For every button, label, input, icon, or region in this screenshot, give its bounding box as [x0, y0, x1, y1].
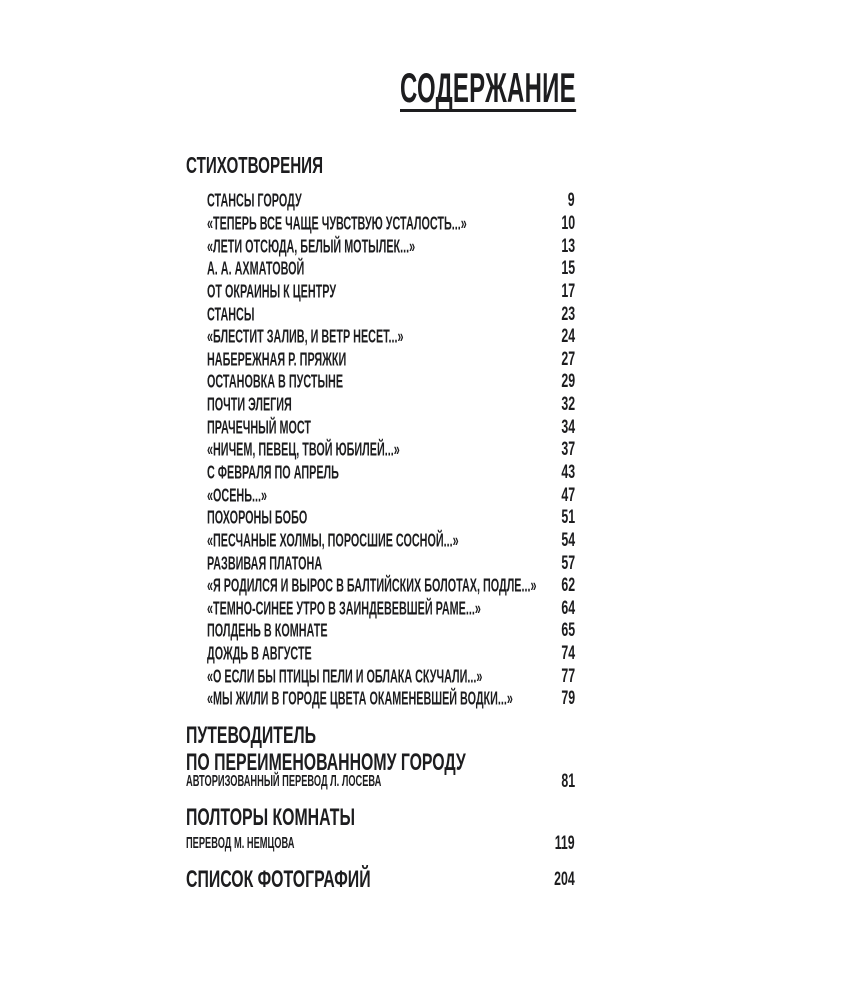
toc-entry-title: «ТЕПЕРЬ ВСЕ ЧАЩЕ ЧУВСТВУЮ УСТАЛОСТЬ...»	[207, 213, 467, 234]
toc-entry-row	[186, 303, 575, 326]
toc-entry-page-number: 47	[561, 484, 575, 506]
toc-entry-page-number: 37	[561, 439, 575, 461]
guide-header-line1: ПУТЕВОДИТЕЛЬ	[186, 722, 317, 749]
toc-entry-title: НАБЕРЕЖНАЯ Р. ПРЯЖКИ	[207, 349, 347, 370]
toc-entry-page-number: 54	[561, 529, 575, 551]
toc-entry-title: «ЛЕТИ ОТСЮДА, БЕЛЫЙ МОТЫЛЕК...»	[207, 236, 416, 257]
page-title	[400, 64, 709, 112]
rooms-translator-label: ПЕРЕВОД М. НЕМЦОВА	[186, 835, 295, 852]
toc-entry-title: ДОЖДЬ В АВГУСТЕ	[207, 643, 312, 664]
toc-entry-page-number: 15	[561, 258, 575, 280]
toc-entry-title: ОСТАНОВКА В ПУСТЫНЕ	[207, 371, 344, 392]
toc-entry-page-number: 34	[561, 416, 575, 438]
guide-translator-label: АВТОРИЗОВАННЫЙ ПЕРЕВОД Л. ЛОСЕВА	[186, 773, 382, 790]
toc-entry-row	[186, 643, 575, 666]
toc-entry-page-number: 79	[561, 688, 575, 710]
toc-entry-page-number: 74	[561, 643, 575, 665]
toc-entry-title: СТАНСЫ ГОРОДУ	[207, 190, 302, 211]
toc-entry-page-number: 24	[561, 326, 575, 348]
toc-entry-page-number: 13	[561, 235, 575, 257]
toc-entry-title: ПОХОРОНЫ БОБО	[207, 507, 308, 528]
toc-entry-title: ПОЧТИ ЭЛЕГИЯ	[207, 394, 292, 415]
toc-entry-title: С ФЕВРАЛЯ ПО АПРЕЛЬ	[207, 462, 339, 483]
toc-entry-page-number: 65	[561, 620, 575, 642]
toc-entry-title: «БЛЕСТИТ ЗАЛИВ, И ВЕТР НЕСЕТ...»	[207, 326, 404, 347]
toc-entry-page-number: 23	[561, 303, 575, 325]
toc-entry-row	[186, 416, 575, 439]
toc-entry-row	[186, 213, 575, 236]
toc-entry-row	[186, 371, 575, 394]
section-header-poems: СТИХОТВОРЕНИЯ	[186, 152, 324, 178]
toc-entry-page-number: 27	[561, 348, 575, 370]
toc-entry-row	[186, 348, 575, 371]
rooms-header-text: ПОЛТОРЫ КОМНАТЫ	[186, 804, 355, 831]
toc-entry-page-number: 64	[561, 597, 575, 619]
guide-translator-row	[186, 771, 575, 793]
toc-entry-row	[186, 258, 575, 281]
toc-entry-title: «ТЕМНО-СИНЕЕ УТРО В ЗАИНДЕВЕВШЕЙ РАМЕ...»	[207, 598, 481, 619]
toc-entry-row	[186, 665, 575, 688]
toc-entry-title: «Я РОДИЛСЯ И ВЫРОС В БАЛТИЙСКИХ БОЛОТАХ, ПОДЛЕ...»	[207, 575, 537, 596]
toc-entry-title: СТАНСЫ	[207, 304, 255, 325]
guide-header-line2: ПО ПЕРЕИМЕНОВАННОМУ ГОРОДУ	[186, 749, 466, 776]
section-header-guide	[186, 722, 610, 776]
rooms-translator-row	[186, 833, 575, 855]
toc-entry-title: «МЫ ЖИЛИ В ГОРОДЕ ЦВЕТА ОКАМЕНЕВШЕЙ ВОДКИ...»	[207, 688, 513, 709]
toc-entry-row	[186, 235, 575, 258]
toc-entry-page-number: 43	[561, 462, 575, 483]
toc-entry-page-number: 10	[561, 212, 575, 234]
toc-entry-row	[186, 190, 575, 213]
toc-entry-title: «ОСЕНЬ...»	[207, 485, 267, 506]
toc-entry-page-number: 77	[561, 665, 575, 687]
toc-entry-title: РАЗВИВАЯ ПЛАТОНА	[207, 553, 323, 574]
toc-entry-row	[186, 484, 575, 507]
toc-entry-title: «О ЕСЛИ БЫ ПТИЦЫ ПЕЛИ И ОБЛАКА СКУЧАЛИ...»	[207, 666, 483, 687]
toc-entry-row	[186, 552, 575, 575]
photos-page-number: 204	[554, 869, 575, 890]
toc-entry-row	[186, 507, 575, 530]
toc-entry-title: ПОЛДЕНЬ В КОМНАТЕ	[207, 620, 328, 641]
toc-entry-page-number: 32	[561, 394, 575, 416]
photos-list-row	[186, 866, 575, 894]
photos-list-label: СПИСОК ФОТОГРАФИЙ	[186, 866, 371, 893]
toc-entry-row	[186, 688, 575, 711]
toc-entry-page-number: 9	[568, 190, 575, 212]
toc-entry-row	[186, 462, 575, 485]
poems-entry-list	[186, 190, 575, 711]
toc-entry-row	[186, 326, 575, 349]
guide-page-number: 81	[561, 771, 575, 792]
toc-entry-row	[186, 598, 575, 621]
toc-entry-row	[186, 530, 575, 553]
rooms-page-number: 119	[555, 833, 575, 854]
toc-entry-title: А. А. АХМАТОВОЙ	[207, 258, 305, 279]
toc-entry-page-number: 57	[561, 552, 575, 574]
toc-entry-row	[186, 620, 575, 643]
toc-entry-title: ОТ ОКРАИНЫ К ЦЕНТРУ	[207, 281, 337, 302]
toc-entry-page-number: 17	[561, 280, 575, 302]
toc-entry-page-number: 51	[561, 507, 575, 529]
toc-entry-row	[186, 575, 575, 598]
toc-entry-page-number: 29	[561, 371, 575, 393]
page-title-text: СОДЕРЖАНИЕ	[400, 64, 576, 111]
toc-entry-title: ПРАЧЕЧНЫЙ МОСТ	[207, 417, 312, 438]
section-header-rooms	[186, 804, 442, 831]
toc-entry-title: «НИЧЕМ, ПЕВЕЦ, ТВОЙ ЮБИЛЕЙ...»	[207, 439, 400, 460]
toc-entry-title: «ПЕСЧАНЫЕ ХОЛМЫ, ПОРОСШИЕ СОСНОЙ...»	[207, 530, 459, 551]
toc-entry-row	[186, 439, 575, 462]
toc-entry-row	[186, 394, 575, 417]
toc-entry-page-number: 62	[561, 575, 575, 597]
toc-entry-row	[186, 281, 575, 304]
